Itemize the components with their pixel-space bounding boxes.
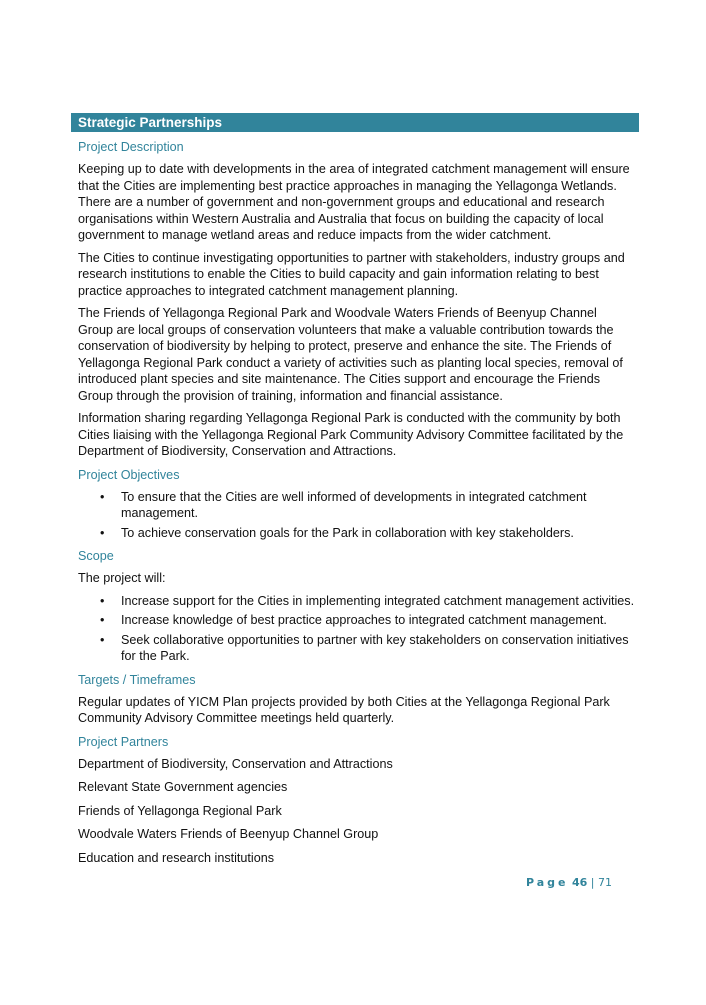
- description-paragraph: Keeping up to date with developments in the area of integrated catchment management will ensure that the Cities are implementing best practice approaches in managing the Yellagonga Wetlands. There are a number of government and non-government groups and educational and research organisations within Western Australia and Australia that focus on building the capacity of local government to manage wetland areas and reduce impacts from the wider catchment.: [78, 162, 630, 242]
- description-paragraph: The Friends of Yellagonga Regional Park and Woodvale Waters Friends of Beenyup Channel Group are local groups of conservation volunteers that make a valuable contribution towards the conservation of biodiversity by helping to protect, preserve and enhance the site. The Friends of Yellagonga Regional Park conduct a variety of activities such as planting local species, removal of introduced plant species and site maintenance. The Cities support and encourage the Friends Group through the provision of training, information and financial assistance.: [78, 306, 623, 403]
- list-item: [78, 525, 635, 542]
- bullet-icon: •: [100, 525, 105, 540]
- scope-intro: The project will:: [78, 571, 166, 585]
- bullet-icon: •: [100, 632, 105, 647]
- partner-item: Woodvale Waters Friends of Beenyup Channel Group: [78, 827, 379, 841]
- scope-list: [78, 593, 635, 665]
- page-separator: |: [590, 876, 595, 889]
- page-label: Page: [525, 876, 569, 889]
- section-body: [71, 139, 639, 866]
- list-item: [78, 489, 635, 522]
- project-description-heading: Project Description: [78, 140, 184, 154]
- scope-heading: Scope: [78, 549, 114, 563]
- list-item-text: Increase knowledge of best practice approaches to integrated catchment management.: [121, 613, 607, 627]
- partner-item: Relevant State Government agencies: [78, 780, 288, 794]
- project-objectives-heading: Project Objectives: [78, 467, 180, 482]
- list-item-text: Seek collaborative opportunities to partner with key stakeholders on conservation initiatives for the Park.: [121, 632, 629, 663]
- project-partners-heading: Project Partners: [78, 734, 169, 749]
- total-pages: 71: [598, 876, 612, 889]
- list-item-text: Increase support for the Cities in implementing integrated catchment management activities.: [121, 593, 635, 608]
- bullet-icon: •: [100, 593, 105, 608]
- partner-item: Department of Biodiversity, Conservation and Attractions: [78, 756, 393, 771]
- section-title: Strategic Partnerships: [78, 115, 223, 130]
- list-item: [78, 593, 635, 610]
- list-item-text: To achieve conservation goals for the Park in collaboration with key stakeholders.: [121, 525, 574, 540]
- partner-item: Education and research institutions: [78, 850, 275, 865]
- description-paragraph: Information sharing regarding Yellagonga Regional Park is conducted with the community by both Cities liaising with the Yellagonga Regional Park Community Advisory Committee facilitated by the Department of Biodiversity, Conservation and Attractions.: [78, 411, 624, 458]
- bullet-icon: •: [100, 489, 105, 504]
- section-title-bar: [71, 113, 639, 132]
- partner-item: Friends of Yellagonga Regional Park: [78, 803, 282, 818]
- list-item: [78, 632, 635, 665]
- list-item-text: To ensure that the Cities are well informed of developments in integrated catchment management.: [121, 489, 587, 520]
- page-number: 46: [571, 876, 588, 889]
- page-content: [71, 113, 639, 873]
- page-footer: [526, 876, 612, 889]
- targets-heading: Targets / Timeframes: [78, 672, 196, 687]
- objectives-list: [78, 489, 635, 542]
- list-item: [78, 612, 635, 629]
- bullet-icon: •: [100, 613, 105, 627]
- description-paragraph: The Cities to continue investigating opportunities to partner with stakeholders, industry groups and research institutions to enable the Cities to build capacity and gain information relating to best practice approaches to integrated catchment management planning.: [78, 250, 625, 298]
- targets-text: Regular updates of YICM Plan projects provided by both Cities at the Yellagonga Regional Park Community Advisory Committee meetings held quarterly.: [78, 694, 610, 725]
